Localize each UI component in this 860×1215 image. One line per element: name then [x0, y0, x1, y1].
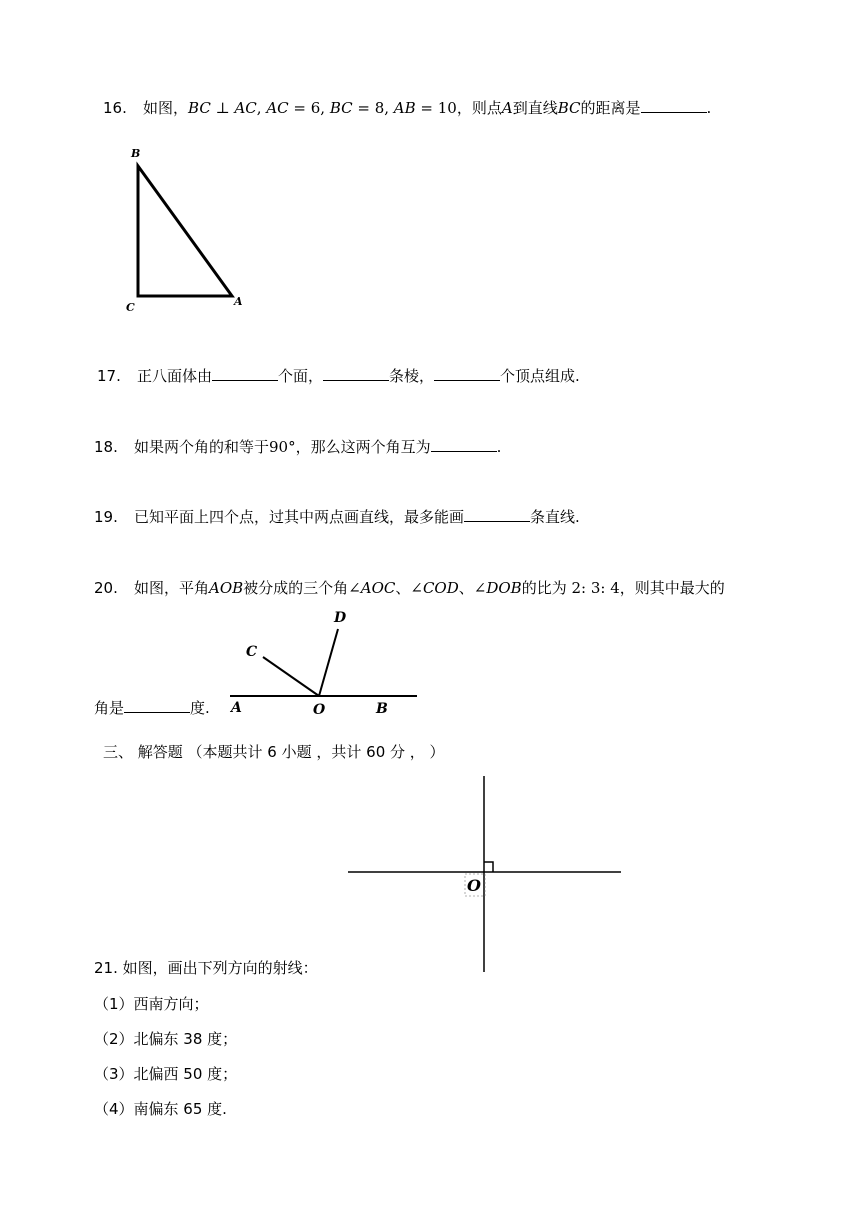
math-expr: AB: [393, 99, 416, 117]
math-expr: AC: [266, 99, 289, 117]
math-expr: 90°: [269, 438, 296, 456]
direction-cross-figure: [345, 773, 625, 978]
list-item: （3）北偏西 50 度；: [94, 1065, 238, 1083]
question-text: 的距离是: [580, 99, 641, 117]
question-number: 19.: [94, 508, 118, 526]
question-text: ，那么这两个角互为: [295, 438, 431, 456]
triangle-shape: [138, 166, 232, 296]
question-text: 度.: [190, 699, 210, 717]
math-expr: BC: [188, 99, 211, 117]
question-19: [94, 507, 580, 527]
point-label-o: O: [313, 702, 326, 718]
question-text: 到直线: [512, 99, 558, 117]
math-expr: 2: 3: 4: [571, 579, 620, 597]
answer-blank[interactable]: [124, 698, 190, 713]
answer-blank[interactable]: [212, 366, 278, 381]
list-item: （2）北偏东 38 度；: [94, 1030, 238, 1048]
question-text: .: [496, 438, 502, 456]
question-text: 如图，平角: [134, 579, 210, 597]
question-number: 17.: [97, 367, 121, 385]
math-expr: AC: [234, 99, 257, 117]
triangle-figure: [120, 140, 260, 320]
ray-od: [319, 629, 338, 696]
question-text: 正八面体由: [137, 367, 213, 385]
question-17: [97, 366, 580, 386]
math-expr: = 10: [415, 99, 457, 117]
origin-label: O: [467, 876, 481, 895]
vertex-label-a: A: [234, 295, 243, 308]
math-expr: ∠DOB: [473, 579, 522, 597]
right-angle-mark: [484, 862, 493, 872]
question-20: [94, 578, 725, 598]
point-label-d: D: [334, 610, 347, 626]
question-text: 条直线.: [530, 508, 580, 526]
question-number: 20.: [94, 579, 118, 597]
vertex-label-b: B: [131, 147, 141, 160]
question-text: 角是: [94, 699, 125, 717]
question-text: 、: [395, 579, 411, 597]
math-expr: ⊥: [210, 99, 235, 117]
question-text: 、: [458, 579, 474, 597]
math-expr: BC: [329, 99, 353, 117]
answer-blank[interactable]: [431, 437, 497, 452]
math-expr: AOB: [209, 579, 244, 597]
ray-oc: [263, 657, 319, 696]
question-text: 如图，: [143, 99, 189, 117]
list-item: （4）南偏东 65 度.: [94, 1100, 227, 1118]
point-label-a: A: [231, 700, 242, 716]
answer-blank[interactable]: [434, 366, 500, 381]
math-expr: = 6,: [288, 99, 330, 117]
point-label-b: B: [376, 701, 388, 717]
point-label-c: C: [246, 644, 258, 660]
answer-blank[interactable]: [641, 98, 707, 113]
math-expr: ∠AOC: [348, 579, 396, 597]
question-text: 个顶点组成.: [500, 367, 580, 385]
question-text: 条棱，: [389, 367, 435, 385]
question-21-title: 21. 如图，画出下列方向的射线：: [94, 959, 318, 977]
question-text: .: [706, 99, 712, 117]
question-number: 16.: [103, 99, 127, 117]
question-text: 被分成的三个角: [243, 579, 349, 597]
question-text: 的比为: [521, 579, 572, 597]
list-item: （1）西南方向；: [94, 995, 209, 1013]
question-text: 个面，: [278, 367, 324, 385]
question-text: ，则其中最大的: [619, 579, 725, 597]
question-16: [103, 98, 711, 118]
math-expr: A: [501, 99, 513, 117]
section-heading: 三、 解答题 （本题共计 6 小题 ，共计 60 分 ， ）: [103, 743, 445, 761]
vertex-label-c: C: [126, 301, 135, 314]
answer-blank[interactable]: [464, 507, 530, 522]
math-expr: BC: [557, 99, 581, 117]
angle-figure: [226, 605, 426, 720]
question-18: [94, 437, 501, 457]
question-20-line2: [94, 698, 210, 718]
question-text: 已知平面上四个点，过其中两点画直线，最多能画: [134, 508, 465, 526]
question-text: 如果两个角的和等于: [134, 438, 270, 456]
math-expr: ∠COD: [410, 579, 459, 597]
math-expr: ,: [256, 99, 267, 117]
question-number: 18.: [94, 438, 118, 456]
question-text: ，则点: [456, 99, 502, 117]
answer-blank[interactable]: [323, 366, 389, 381]
math-expr: = 8,: [352, 99, 394, 117]
